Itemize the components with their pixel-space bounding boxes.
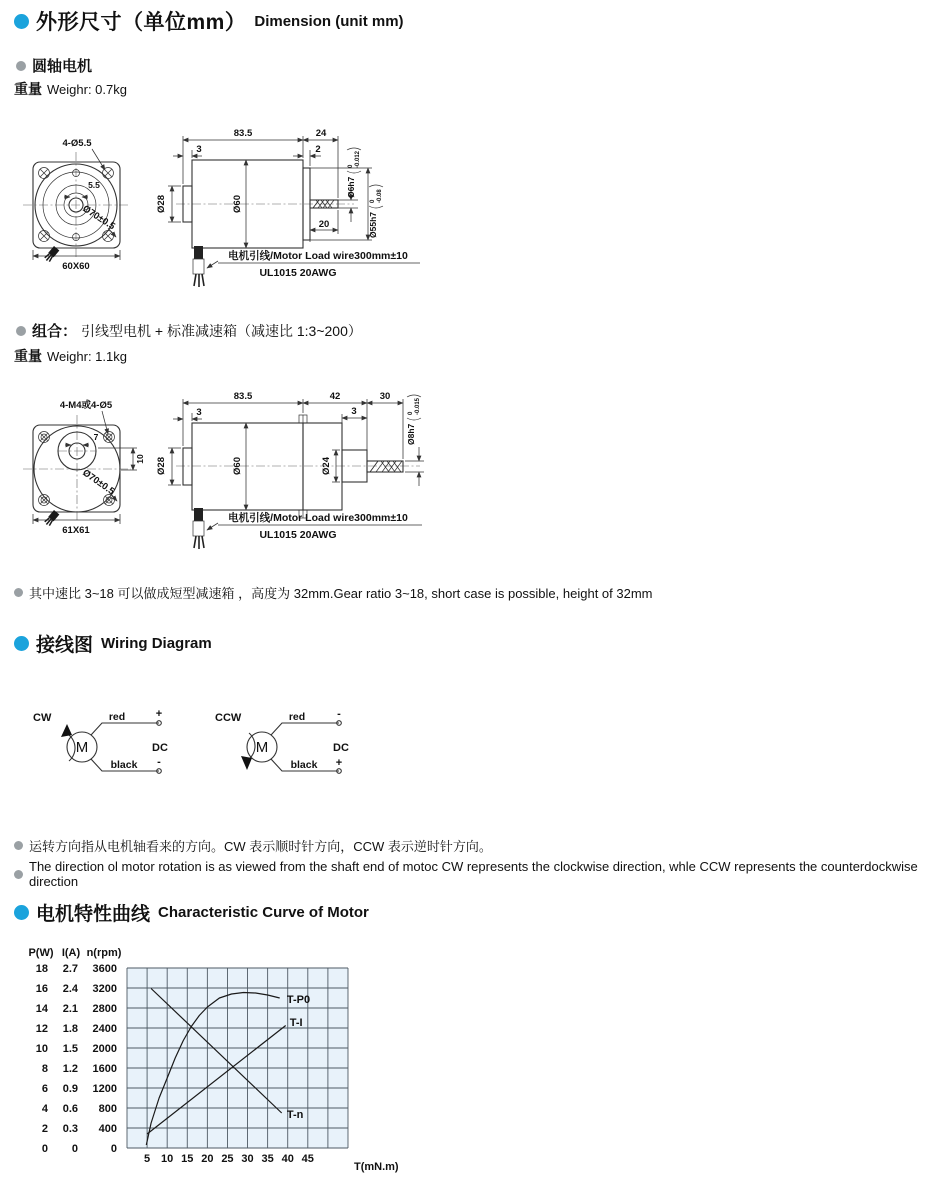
dim-square-1: 60X60 bbox=[62, 261, 90, 272]
y-tick-label: 4 bbox=[41, 1103, 48, 1115]
ccw-circuit bbox=[215, 708, 349, 773]
x-tick-label: 15 bbox=[181, 1153, 194, 1165]
y-tick-label: 2000 bbox=[92, 1043, 117, 1055]
y-tick-label: 1600 bbox=[92, 1063, 117, 1075]
gray-bullet-icon bbox=[16, 61, 26, 71]
round-shaft-motor-bullet bbox=[16, 55, 92, 76]
y-tick-label: 1.5 bbox=[62, 1043, 78, 1055]
rotation-arrow-icon bbox=[61, 724, 72, 737]
svg-text:Ø8h7: Ø8h7 bbox=[406, 423, 416, 445]
rotation-arrow-icon bbox=[241, 756, 252, 770]
dim-dia24: Ø24 bbox=[321, 457, 332, 475]
wiring-title-zh: 接线图 bbox=[36, 635, 94, 656]
y-tick-label: 0 bbox=[71, 1143, 78, 1155]
dim-gear-length: 42 bbox=[329, 391, 341, 402]
dim-dia28-2: Ø28 bbox=[156, 457, 167, 475]
series-label: T-I bbox=[289, 1017, 303, 1029]
dim-holes-1: 4-Ø5.5 bbox=[62, 138, 92, 149]
x-tick-label: 25 bbox=[221, 1153, 234, 1165]
dim-2: 2 bbox=[315, 144, 321, 155]
wiring-section-header bbox=[14, 630, 212, 657]
side-view bbox=[156, 128, 420, 287]
characteristic-curve-chart bbox=[10, 940, 430, 1175]
x-tick-label: 30 bbox=[241, 1153, 254, 1165]
combo-bullet bbox=[16, 320, 362, 341]
plot-area bbox=[127, 968, 348, 1148]
cw-minus-terminal-label: - bbox=[157, 756, 161, 768]
y-tick-label: 2 bbox=[41, 1123, 48, 1135]
weight-line-1 bbox=[14, 79, 127, 99]
combo-label-bold: 组合： bbox=[32, 323, 78, 340]
series-label: T-P0 bbox=[286, 994, 311, 1006]
y-tick-label: 8 bbox=[41, 1063, 48, 1075]
y-tick-label: 18 bbox=[35, 963, 48, 975]
dim-rear-length-1: 24 bbox=[315, 128, 327, 139]
cw-label: CW bbox=[33, 712, 52, 724]
front-view bbox=[23, 138, 129, 272]
dim-flange-tolerance-1 bbox=[368, 185, 383, 238]
dim-shaft-length-1: 20 bbox=[318, 219, 330, 230]
ccw-plus-terminal-label: + bbox=[335, 757, 343, 769]
y-tick-label: 0 bbox=[110, 1143, 117, 1155]
rotation-note-zh bbox=[14, 836, 492, 855]
x-tick-label: 35 bbox=[261, 1153, 274, 1165]
gray-bullet-icon bbox=[14, 870, 23, 879]
wire-pigtail-icon bbox=[193, 246, 204, 287]
y-tick-label: 0.6 bbox=[62, 1103, 78, 1115]
y-tick-label: 10 bbox=[35, 1043, 48, 1055]
gear-ratio-note bbox=[14, 583, 653, 602]
ccw-black-wire-label: black bbox=[290, 759, 318, 771]
round-shaft-motor-label: 圆轴电机 bbox=[32, 58, 93, 75]
ccw-dc-label: DC bbox=[333, 742, 349, 754]
svg-text:-0.015: -0.015 bbox=[415, 397, 421, 415]
wiring-diagram bbox=[20, 700, 360, 795]
cw-black-wire-label: black bbox=[110, 759, 138, 771]
x-axis-label: T(mN.m) bbox=[353, 1161, 399, 1173]
cw-dc-label: DC bbox=[152, 742, 168, 754]
dim-dia60-2: Ø60 bbox=[232, 457, 243, 475]
combo-label-rest: 引线型电机 + 标准减速箱（减速比 1:3~200） bbox=[81, 322, 362, 339]
round-shaft-motor-drawing bbox=[20, 122, 420, 300]
dim-shaft-length-2: 30 bbox=[379, 391, 391, 402]
wire-label-line1: 电机引线/Motor Load wire300mm±10 bbox=[228, 250, 408, 262]
y-tick-label: 14 bbox=[35, 1003, 48, 1015]
dim-10: 10 bbox=[135, 454, 145, 464]
svg-text:-0.012: -0.012 bbox=[355, 150, 361, 168]
side-view bbox=[156, 391, 424, 549]
dim-pilot-2 bbox=[80, 467, 117, 497]
curve-title-en: Characteristic Curve of Motor bbox=[158, 904, 369, 921]
wire-label-line2: UL1015 20AWG bbox=[259, 529, 337, 541]
y-tick-label: 6 bbox=[41, 1083, 48, 1095]
x-tick-label: 10 bbox=[161, 1153, 174, 1165]
dimension-title-zh: 外形尺寸（单位mm） bbox=[36, 11, 247, 34]
cw-circuit bbox=[33, 708, 168, 773]
cw-plus-terminal-label: + bbox=[155, 708, 163, 720]
rotation-note-zh-text: 运转方向指从电机轴看来的方向。CW 表示顺时针方向，CCW 表示逆时针方向。 bbox=[29, 839, 492, 854]
y-tick-label: 0 bbox=[41, 1143, 48, 1155]
blue-bullet-icon bbox=[14, 905, 29, 920]
dim-body-length-2: 83.5 bbox=[233, 391, 253, 402]
y-tick-label: 12 bbox=[35, 1023, 48, 1035]
weight-label-zh: 重量 bbox=[14, 81, 42, 97]
dimension-title-en: Dimension (unit mm) bbox=[254, 12, 404, 30]
svg-text:Ø6h7: Ø6h7 bbox=[346, 176, 356, 198]
x-tick-label: 45 bbox=[301, 1153, 314, 1165]
dim-dia28-1: Ø28 bbox=[156, 195, 167, 213]
y-axis-header: I(A) bbox=[61, 947, 81, 959]
gray-bullet-icon bbox=[14, 588, 23, 597]
motor-symbol: M bbox=[255, 739, 269, 756]
dim-body-length-1: 83.5 bbox=[233, 128, 253, 139]
rotation-note-en-text: The direction ol motor rotation is as viewed from the shaft end of motoc CW represents the clockwise direction, whle CCW represents the counterdockwise direction bbox=[29, 859, 918, 889]
weight-value-1: Weighr: 0.7kg bbox=[47, 81, 127, 97]
gear-ratio-note-text: 其中速比 3~18 可以做成短型减速箱 ，高度为 32mm.Gear ratio 3~18, short case is possible, height of 32mm bbox=[29, 586, 653, 601]
shaft-knurl bbox=[370, 461, 402, 472]
dim-shaft-tolerance-2 bbox=[406, 395, 421, 445]
x-tick-label: 40 bbox=[281, 1153, 294, 1165]
y-axis-header: P(W) bbox=[28, 947, 54, 959]
y-tick-label: 400 bbox=[98, 1123, 117, 1135]
y-tick-label: 1.2 bbox=[62, 1063, 78, 1075]
x-tick-label: 20 bbox=[201, 1153, 214, 1165]
curve-title-zh: 电机特性曲线 bbox=[36, 904, 151, 925]
ccw-red-wire-label: red bbox=[288, 711, 306, 723]
wire-label-line2: UL1015 20AWG bbox=[259, 267, 337, 279]
weight-value-2: Weighr: 1.1kg bbox=[47, 348, 127, 364]
svg-text:Ø70±0.5: Ø70±0.5 bbox=[80, 467, 117, 498]
weight-line-2 bbox=[14, 346, 127, 366]
y-tick-label: 1200 bbox=[92, 1083, 117, 1095]
rotation-note-en bbox=[14, 859, 950, 889]
dim-holes-2: 4-M4或4-Ø5 bbox=[59, 400, 113, 411]
svg-text:0: 0 bbox=[370, 199, 376, 203]
dim-square-2: 61X61 bbox=[62, 525, 90, 536]
y-tick-label: 3600 bbox=[92, 963, 117, 975]
dim-3-right: 3 bbox=[351, 406, 357, 417]
dim-7: 7 bbox=[93, 432, 99, 442]
dim-dia60-1: Ø60 bbox=[232, 195, 243, 213]
geared-motor-drawing bbox=[20, 385, 450, 560]
y-tick-label: 800 bbox=[98, 1103, 117, 1115]
y-tick-label: 2800 bbox=[92, 1003, 117, 1015]
y-tick-label: 2400 bbox=[92, 1023, 117, 1035]
curve-section-header bbox=[14, 899, 369, 926]
wiring-title-en: Wiring Diagram bbox=[101, 635, 212, 652]
blue-bullet-icon bbox=[14, 14, 29, 29]
weight-label-zh: 重量 bbox=[14, 348, 42, 364]
y-tick-label: 2.7 bbox=[62, 963, 78, 975]
front-view bbox=[23, 399, 145, 536]
y-tick-label: 3200 bbox=[92, 983, 117, 995]
dim-3-left: 3 bbox=[196, 407, 202, 418]
gray-bullet-icon bbox=[16, 326, 26, 336]
y-tick-label: 16 bbox=[35, 983, 48, 995]
blue-bullet-icon bbox=[14, 636, 29, 651]
y-tick-label: 0.3 bbox=[62, 1123, 78, 1135]
ccw-minus-terminal-label: - bbox=[337, 708, 341, 720]
y-tick-label: 2.1 bbox=[62, 1003, 78, 1015]
cw-red-wire-label: red bbox=[108, 711, 126, 723]
ccw-label: CCW bbox=[215, 712, 242, 724]
dim-key-width: 5.5 bbox=[88, 180, 100, 190]
series-label: T-n bbox=[286, 1109, 304, 1121]
y-tick-label: 1.8 bbox=[62, 1023, 78, 1035]
section-dimension-header bbox=[14, 6, 404, 36]
wire-label-line1: 电机引线/Motor Load wire300mm±10 bbox=[228, 512, 408, 524]
y-tick-label: 2.4 bbox=[62, 983, 78, 995]
gray-bullet-icon bbox=[14, 841, 23, 850]
dim-3-1: 3 bbox=[196, 144, 202, 155]
motor-symbol: M bbox=[75, 739, 89, 756]
svg-text:Ø55h7: Ø55h7 bbox=[368, 212, 378, 238]
dim-shaft-tolerance-1 bbox=[346, 148, 361, 198]
svg-text:Ø70±0.5: Ø70±0.5 bbox=[80, 203, 117, 233]
svg-text:-0.08: -0.08 bbox=[377, 189, 383, 203]
y-tick-label: 0.9 bbox=[62, 1083, 78, 1095]
wire-pigtail-icon bbox=[193, 508, 204, 549]
x-tick-label: 5 bbox=[144, 1153, 151, 1165]
y-axis-header: n(rpm) bbox=[86, 947, 122, 959]
svg-text:0: 0 bbox=[408, 411, 414, 415]
svg-text:0: 0 bbox=[348, 164, 354, 168]
